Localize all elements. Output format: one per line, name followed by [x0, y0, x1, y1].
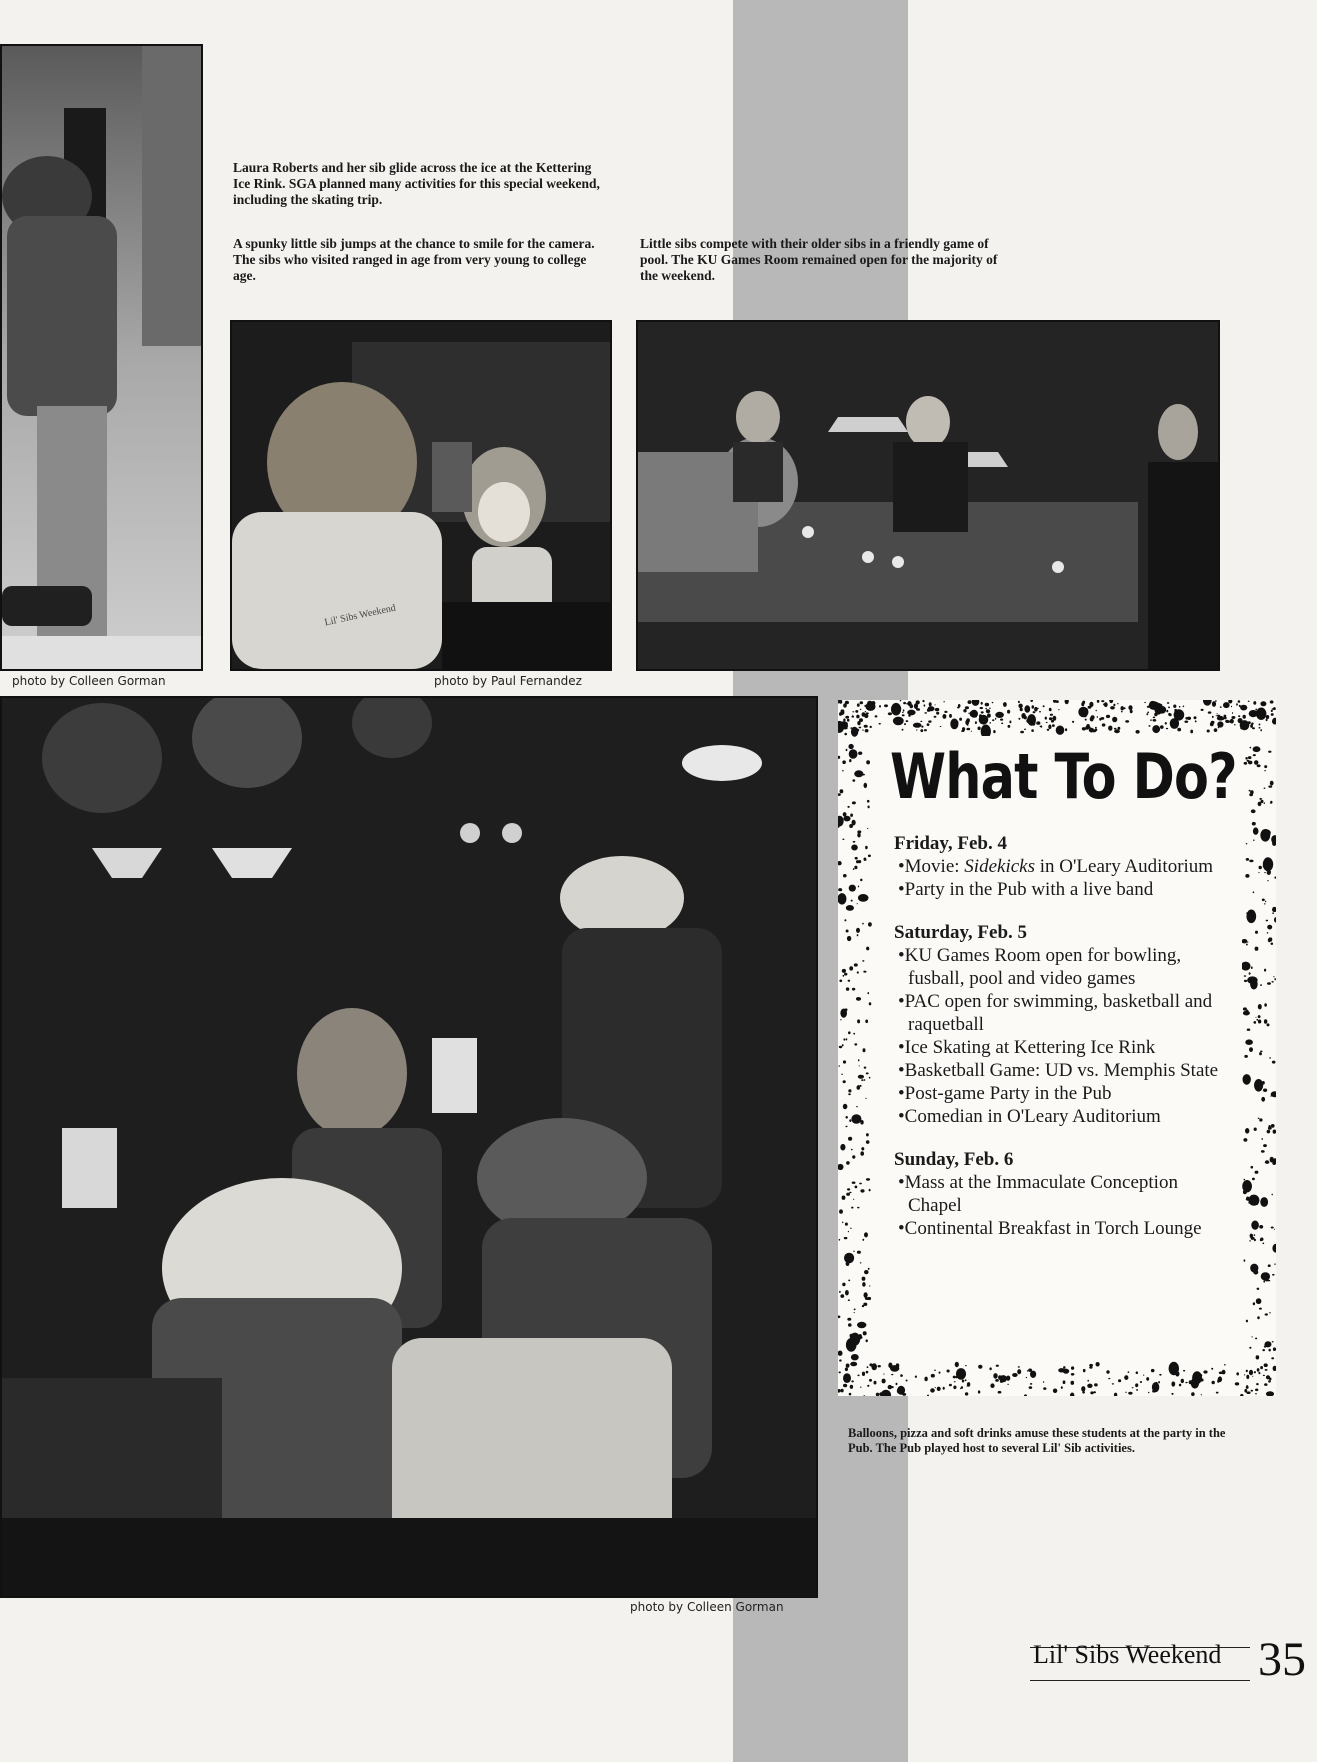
footer-rule-bottom	[1030, 1680, 1250, 1681]
spunky-sib-caption: A spunky little sib jumps at the chance to smile for the camera. The sibs who visited ranged in age from very young to college age.	[233, 236, 595, 283]
schedule-day	[894, 921, 1234, 1128]
schedule-event: •Basketball Game: UD vs. Memphis State	[898, 1060, 1219, 1081]
schedule-event: •Movie: Sidekicks in O'Leary Auditorium	[898, 856, 1214, 877]
footer-section-title: Lil' Sibs Weekend	[1033, 1640, 1222, 1669]
page-number: 35	[1258, 1633, 1306, 1686]
what-to-do-box	[838, 700, 1276, 1396]
schedule-day	[894, 832, 1234, 901]
schedule-day-title: Sunday, Feb. 6	[894, 1149, 1014, 1170]
pool-caption: Little sibs compete with their older sibs in a friendly game of pool. The KU Games Room remained open for the majority of the weekend.	[640, 236, 998, 283]
table-photo-credit: photo by Paul Fernandez	[434, 674, 582, 688]
pub-photo	[0, 696, 818, 1598]
schedule-day-title: Friday, Feb. 4	[894, 833, 1007, 854]
schedule-event: •PAC open for swimming, basketball and raquetball	[898, 991, 1213, 1035]
pool-photo	[636, 320, 1220, 671]
schedule-event: •Comedian in O'Leary Auditorium	[898, 1106, 1161, 1127]
table-photo	[230, 320, 612, 671]
skater-photo-credit: photo by Colleen Gorman	[12, 674, 166, 688]
schedule-event: •Post-game Party in the Pub	[898, 1083, 1112, 1104]
box-title: What To Do?	[890, 740, 1237, 813]
skater-photo	[0, 44, 203, 671]
schedule-day-title: Saturday, Feb. 5	[894, 922, 1028, 943]
pub-photo-credit: photo by Colleen Gorman	[630, 1600, 784, 1614]
shirt-lettering: Lil' Sibs Weekend	[323, 602, 397, 629]
ice-skating-caption: Laura Roberts and her sib glide across the ice at the Kettering Ice Rink. SGA planned many activities for this special weekend, including the skating trip.	[233, 160, 600, 207]
schedule-event: •Party in the Pub with a live band	[898, 879, 1154, 900]
schedule-day	[894, 1148, 1234, 1240]
schedule-event: •Ice Skating at Kettering Ice Rink	[898, 1037, 1156, 1058]
schedule-event: •Mass at the Immaculate Conception Chapel	[898, 1172, 1178, 1216]
pub-caption: Balloons, pizza and soft drinks amuse these students at the party in the Pub. The Pub played host to several Lil' Sib activities.	[848, 1426, 1226, 1455]
schedule-event: •KU Games Room open for bowling, fusball, pool and video games	[898, 945, 1182, 989]
schedule	[894, 832, 1234, 1260]
schedule-event: •Continental Breakfast in Torch Lounge	[898, 1218, 1202, 1239]
